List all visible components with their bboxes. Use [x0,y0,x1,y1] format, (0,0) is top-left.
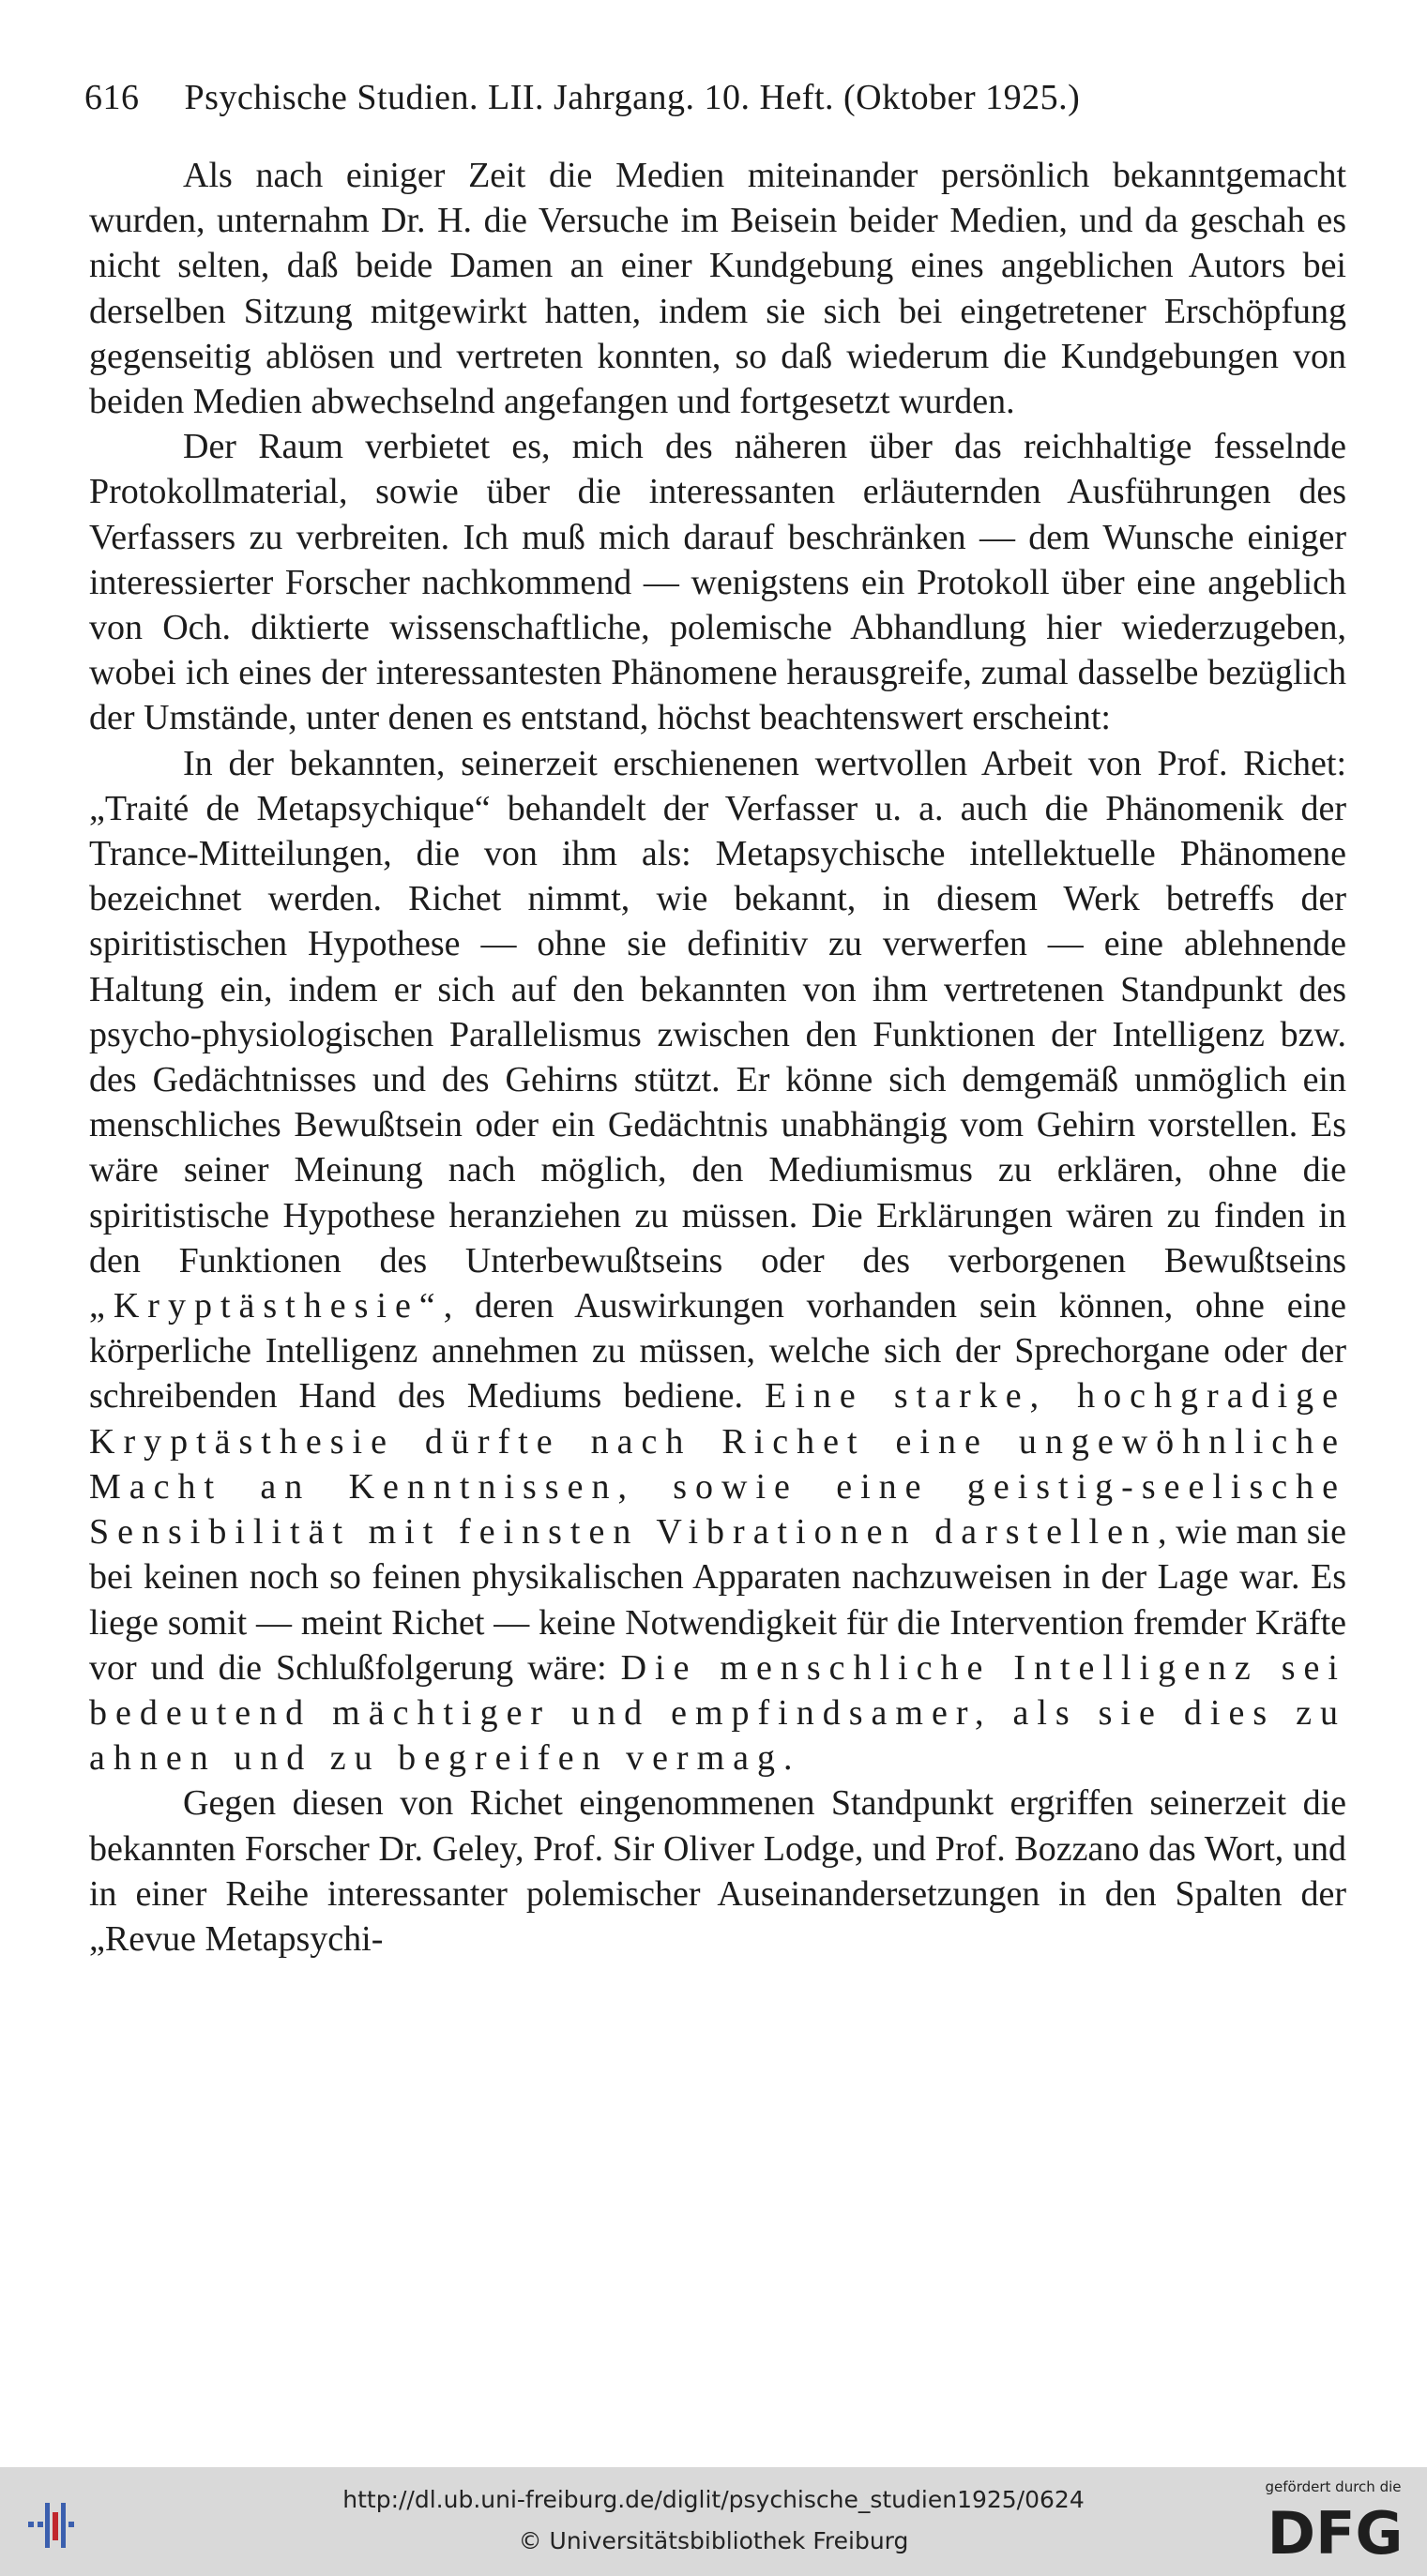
running-title: Psychische Studien. LII. Jahrgang. 10. Heft. (Oktober 1925.) [184,78,1081,117]
source-url-link[interactable]: http://dl.ub.uni-freiburg.de/diglit/psychische_studien1925/0624 [342,2486,1085,2513]
copyright-notice: © Universitätsbibliothek Freiburg [518,2527,909,2554]
paragraph-3 [89,741,1346,1781]
kryptaesthesie-term: „Kryptästhesie“ [89,1286,444,1326]
dfg-logo-text: DFG [1267,2501,1404,2563]
page-number: 616 [84,78,140,117]
paragraph-2: Der Raum verbietet es, mich des näheren über das reichhaltige fesselnde Protokollmaterial, sowie über die interessanten erläuternden Ausführungen des Verfassers zu verbreiten. Ich muß mich darauf beschränken — dem Wunsche einiger interessierter Forscher nachkommend — wenigstens ein Protokoll über eine angeblich von Och. diktierte wissenschaftliche, polemische Abhandlung hier wiederzugeben, wobei ich eines der interessantesten Phänomene herausgreife, zumal dasselbe bezüglich der Umstände, unter denen es entstand, höchst beachtenswert erscheint: [89,427,1346,738]
paragraph-3-part-e: , wie man sie bei keinen noch so feinen physikalischen Apparaten nachzuweisen in der Lage war. Es liege somit — meint Richet — keine Notwendigkeit für die Intervention fremder Kräfte vor und die Schlußfolgerung wäre: [89,1512,1346,1688]
paragraph-3-part-a: In der bekannten, seinerzeit erschienenen wertvollen Arbeit von Prof. Richet: „Traité de Metapsychique“ behandelt der Verfasser u. a. auch die Phänomenik der Trance-Mitteilungen, die von ihm als: Metapsychische intellektuelle Phänomene bezeichnet werden. Richet nimmt, wie bekannt, in diesem Werk betreffs der spiritistischen Hypothese — ohne sie definitiv zu verwerfen — eine ablehnende Haltung ein, indem er sich auf den bekannten von ihm vertretenen Standpunkt des psycho-physiologischen Parallelismus zwischen den Funktionen der Intelligenz bzw. des Gedächtnisses und des Gehirns stützt. Er könne sich demgemäß unmöglich ein menschliches Bewußtsein oder ein Gedächtnis unabhängig vom Gehirn vorstellen. Es wäre seiner Meinung nach möglich, den Mediumismus zu erklären, ohne die spiritistische Hypothese heranziehen zu müssen. Die Erklärungen wären zu finden in den Funktionen des Unterbewußtseins oder des verborgenen Bewußtseins [89,743,1346,1280]
article-body [89,153,1346,1962]
richet-emphasis-1: Eine starke, hochgradige Kryptästhesie dürfte nach Richet eine ungewöhnliche Macht an Kenntnissen, sowie eine geistig-seelische Sensibilität mit feinsten Vibrationen darstellen [89,1376,1346,1553]
library-footer [0,2467,1427,2576]
dfg-funding-badge [1253,2477,1413,2570]
page-header [84,77,1346,133]
richet-emphasis-2: Die menschliche Intelligenz sei bedeutend mächtiger und empfindsamer, als sie dies zu ahnen und zu begreifen vermag. [89,1647,1346,1779]
paragraph-4: Gegen diesen von Richet eingenommenen Standpunkt ergriffen seinerzeit die bekannten Forscher Dr. Geley, Prof. Sir Oliver Lodge, und Prof. Bozzano das Wort, und in einer Reihe interessanter polemischer Auseinandersetzungen in den Spalten der „Revue Metapsychi- [89,1783,1346,1959]
paragraph-3-part-c: , deren Auswirkungen vorhanden sein können, ohne eine körperliche Intelligenz annehmen zu müssen, welche sich der Sprechorgane oder der schreibenden Hand des Mediums bediene. [89,1286,1346,1417]
dfg-caption: gefördert durch die [1265,2478,1402,2495]
dfg-logo-icon [1261,2501,1409,2563]
paragraph-1: Als nach einiger Zeit die Medien miteinander persönlich bekanntgemacht wurden, unternahm Dr. H. die Versuche im Beisein beider Medien, und da geschah es nicht selten, daß beide Damen an einer Kundgebung eines angeblichen Autors bei derselben Sitzung mitgewirkt hatten, indem sie sich bei eingetretener Erschöpfung gegenseitig ablösen und vertreten konnten, so daß wiederum die Kundgebungen von beiden Medien abwechselnd angefangen und fortgesetzt wurden. [89,156,1346,422]
